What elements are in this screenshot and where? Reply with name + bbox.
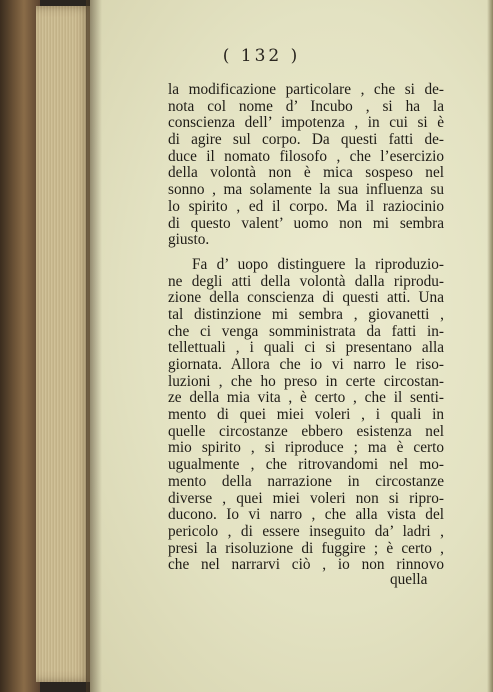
text-line: mento di quei miei voleri , i quali in — [168, 406, 444, 424]
text-line: Fa d’ uopo distinguere la riproduzio- — [192, 255, 444, 273]
text-line: zione della conscienza di questi atti. Una — [168, 289, 444, 307]
text-line: tal distinzione mi sembra , giovanetti , — [168, 305, 444, 323]
text-line: la modificazione particolare , che si de- — [168, 81, 444, 98]
text-line: che nel narrarvi ciò , io non rinnovo — [168, 556, 444, 574]
catchword: quella — [390, 571, 428, 588]
text-line: nota col nome d’ Incubo , si ha la — [168, 97, 444, 115]
text-line: mento della narrazione in circostanze — [168, 472, 444, 490]
gutter-shadow — [86, 0, 102, 692]
text-line: quelle circostanze ebbero esistenza nel — [168, 422, 444, 440]
book-page — [90, 0, 493, 692]
text-line: ducono. Io vi narro , che alla vista del — [168, 506, 444, 524]
text-line: tellettuali , i quali ci si presentano alla — [168, 339, 444, 357]
text-line: presi la risoluzione di fuggire ; è certo , — [168, 539, 444, 557]
text-line: conscienza dell’ impotenza , in cui si è — [168, 114, 444, 132]
page-number: ( 132 ) — [222, 46, 301, 66]
text-line: di questo valent’ uomo non mi sembra — [168, 214, 444, 232]
book-cover-edge — [0, 0, 40, 692]
page-edges — [36, 6, 92, 682]
text-line: della volontà non è mica sospeso nel — [168, 164, 444, 182]
text-line: ne degli atti della volontà dalla riprodu- — [168, 272, 444, 290]
text-line: che ci venga somministrata da fatti in- — [168, 322, 444, 340]
text-line: giusto. — [168, 231, 210, 249]
text-line: ze della mia vita , è certo , che il senti- — [168, 389, 444, 407]
text-line: mio spirito , si riproduce ; ma è certo — [168, 439, 444, 457]
text-line: pericolo , di essere inseguito da’ ladri , — [168, 522, 444, 540]
text-line: ugualmente , che ritrovandomi nel mo- — [168, 456, 444, 474]
text-line: sonno , ma solamente la sua influenza su — [168, 181, 444, 199]
body-text — [168, 82, 444, 574]
text-line: duce il nomato filosofo , che l’esercizio — [168, 147, 444, 165]
text-line: diverse , quei miei voleri non si ripro- — [168, 489, 444, 507]
text-line: giornata. Allora che io vi narro le riso- — [168, 356, 444, 373]
text-line: luzioni , che ho preso in certe circostan- — [168, 372, 444, 390]
text-line: di agire sul corpo. Da questi fatti de- — [168, 131, 444, 149]
text-line: lo spirito , ed il corpo. Ma il raziocinio — [168, 197, 444, 215]
